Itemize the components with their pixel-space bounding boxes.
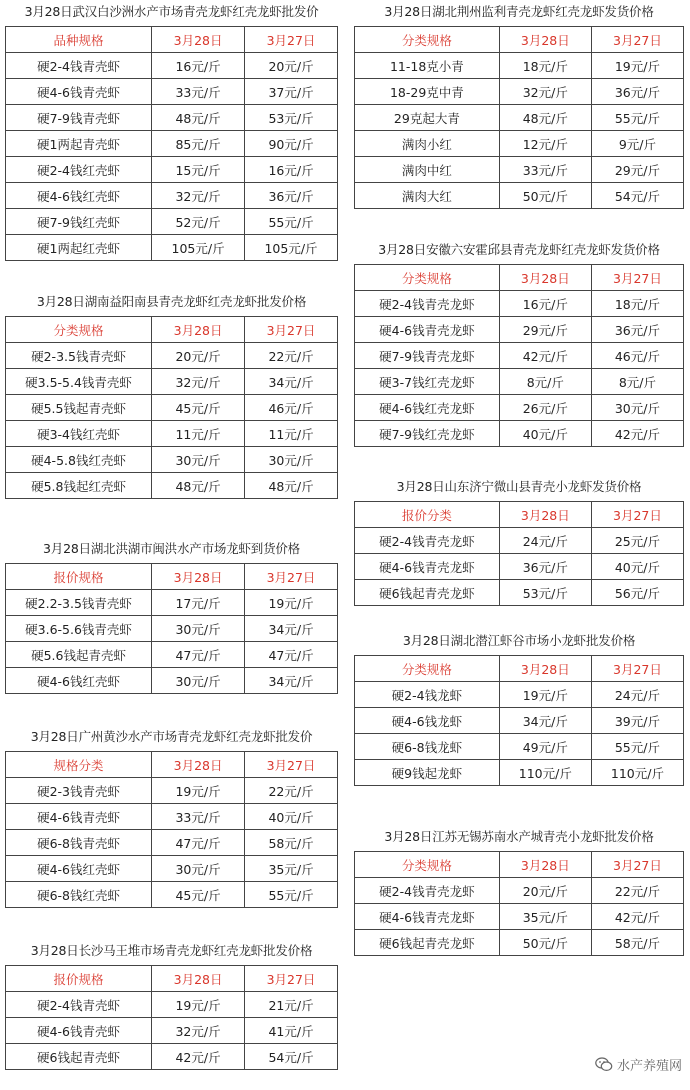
price-today-cell: 49元/斤 xyxy=(499,734,591,760)
price-today-cell: 20元/斤 xyxy=(152,343,245,369)
price-yesterday-cell: 29元/斤 xyxy=(591,157,683,183)
table-row xyxy=(6,157,338,183)
table-row xyxy=(355,734,684,760)
wechat-icon xyxy=(595,1057,613,1072)
price-yesterday-cell: 36元/斤 xyxy=(245,183,338,209)
price-table xyxy=(354,26,684,209)
price-today-cell: 45元/斤 xyxy=(152,882,245,908)
header-row xyxy=(6,564,338,590)
header-cell: 规格分类 xyxy=(6,752,152,778)
price-today-cell: 48元/斤 xyxy=(152,105,245,131)
header-row xyxy=(6,966,338,992)
table-row xyxy=(6,79,338,105)
spec-cell: 硬2-3钱青壳虾 xyxy=(6,778,152,804)
price-yesterday-cell: 35元/斤 xyxy=(245,856,338,882)
spec-cell: 硬3-7钱红壳龙虾 xyxy=(355,369,500,395)
price-today-cell: 33元/斤 xyxy=(499,157,591,183)
price-table-block xyxy=(5,729,338,908)
spec-cell: 硬4-6钱红壳虾 xyxy=(6,856,152,882)
price-yesterday-cell: 37元/斤 xyxy=(245,79,338,105)
price-yesterday-cell: 39元/斤 xyxy=(591,708,683,734)
table-row xyxy=(355,317,684,343)
table-row xyxy=(6,235,338,261)
table-row xyxy=(6,830,338,856)
header-cell: 3月27日 xyxy=(245,27,338,53)
spec-cell: 硬3.5-5.4钱青壳虾 xyxy=(6,369,152,395)
price-today-cell: 8元/斤 xyxy=(499,369,591,395)
price-today-cell: 16元/斤 xyxy=(499,291,591,317)
spec-cell: 硬2-4钱青壳虾 xyxy=(6,53,152,79)
watermark xyxy=(595,1055,682,1074)
header-cell: 3月27日 xyxy=(591,852,683,878)
table-title: 3月28日湖北洪湖市闽洪水产市场龙虾到货价格 xyxy=(43,541,300,556)
header-row xyxy=(355,27,684,53)
header-cell: 分类规格 xyxy=(355,27,500,53)
price-yesterday-cell: 30元/斤 xyxy=(245,447,338,473)
price-today-cell: 32元/斤 xyxy=(499,79,591,105)
price-yesterday-cell: 36元/斤 xyxy=(591,79,683,105)
table-row xyxy=(6,343,338,369)
price-yesterday-cell: 34元/斤 xyxy=(245,369,338,395)
table-row xyxy=(6,1018,338,1044)
price-today-cell: 40元/斤 xyxy=(499,421,591,447)
header-row xyxy=(355,852,684,878)
price-yesterday-cell: 22元/斤 xyxy=(591,878,683,904)
price-yesterday-cell: 54元/斤 xyxy=(245,1044,338,1070)
price-yesterday-cell: 40元/斤 xyxy=(245,804,338,830)
price-yesterday-cell: 40元/斤 xyxy=(591,554,683,580)
spec-cell: 满肉大红 xyxy=(355,183,500,209)
spec-cell: 硬6-8钱青壳虾 xyxy=(6,830,152,856)
header-row xyxy=(6,317,338,343)
price-today-cell: 26元/斤 xyxy=(499,395,591,421)
spec-cell: 硬2-4钱青壳龙虾 xyxy=(355,291,500,317)
price-yesterday-cell: 19元/斤 xyxy=(245,590,338,616)
spec-cell: 硬6-8钱龙虾 xyxy=(355,734,500,760)
price-today-cell: 11元/斤 xyxy=(152,421,245,447)
table-row xyxy=(6,447,338,473)
table-row xyxy=(6,369,338,395)
spec-cell: 29克起大青 xyxy=(355,105,500,131)
spec-cell: 硬4-6钱青壳龙虾 xyxy=(355,554,500,580)
price-table xyxy=(5,965,338,1070)
price-today-cell: 47元/斤 xyxy=(152,830,245,856)
table-row xyxy=(355,183,684,209)
spec-cell: 硬7-9钱红壳龙虾 xyxy=(355,421,500,447)
header-cell: 分类规格 xyxy=(355,656,500,682)
price-table xyxy=(354,501,684,606)
price-table xyxy=(5,563,338,694)
price-yesterday-cell: 34元/斤 xyxy=(245,668,338,694)
price-today-cell: 50元/斤 xyxy=(499,930,591,956)
price-yesterday-cell: 22元/斤 xyxy=(245,343,338,369)
spec-cell: 硬7-9钱红壳虾 xyxy=(6,209,152,235)
price-yesterday-cell: 54元/斤 xyxy=(591,183,683,209)
price-yesterday-cell: 55元/斤 xyxy=(591,105,683,131)
price-yesterday-cell: 105元/斤 xyxy=(245,235,338,261)
table-title: 3月28日安徽六安霍邱县青壳龙虾红壳龙虾发货价格 xyxy=(378,242,660,257)
watermark-text: 水产养殖网 xyxy=(616,1059,682,1074)
price-today-cell: 35元/斤 xyxy=(499,904,591,930)
price-today-cell: 30元/斤 xyxy=(152,668,245,694)
price-yesterday-cell: 8元/斤 xyxy=(591,369,683,395)
price-table-block xyxy=(5,294,338,499)
price-today-cell: 19元/斤 xyxy=(499,682,591,708)
spec-cell: 硬4-6钱青壳龙虾 xyxy=(355,904,500,930)
spec-cell: 硬4-6钱青壳虾 xyxy=(6,1018,152,1044)
table-row xyxy=(6,804,338,830)
table-title: 3月28日江苏无锡苏南水产城青壳小龙虾批发价格 xyxy=(384,829,654,844)
price-yesterday-cell: 53元/斤 xyxy=(245,105,338,131)
table-title: 3月28日广州黄沙水产市场青壳龙虾红壳龙虾批发价 xyxy=(30,729,313,744)
table-row xyxy=(6,131,338,157)
table-row xyxy=(6,992,338,1018)
price-yesterday-cell: 36元/斤 xyxy=(591,317,683,343)
price-today-cell: 30元/斤 xyxy=(152,447,245,473)
price-today-cell: 36元/斤 xyxy=(499,554,591,580)
header-cell: 3月27日 xyxy=(245,317,338,343)
price-yesterday-cell: 58元/斤 xyxy=(245,830,338,856)
price-today-cell: 33元/斤 xyxy=(152,804,245,830)
price-yesterday-cell: 55元/斤 xyxy=(245,882,338,908)
price-table xyxy=(5,316,338,499)
price-today-cell: 110元/斤 xyxy=(499,760,591,786)
price-table xyxy=(354,264,684,447)
table-title: 3月28日长沙马王堆市场青壳龙虾红壳龙虾批发价格 xyxy=(30,943,313,958)
table-row xyxy=(355,291,684,317)
header-cell: 分类规格 xyxy=(355,852,500,878)
table-row xyxy=(355,421,684,447)
price-table-block xyxy=(5,943,338,1070)
price-yesterday-cell: 55元/斤 xyxy=(245,209,338,235)
price-today-cell: 85元/斤 xyxy=(152,131,245,157)
table-row xyxy=(6,882,338,908)
header-row xyxy=(355,502,684,528)
price-yesterday-cell: 42元/斤 xyxy=(591,904,683,930)
spec-cell: 硬6钱起青壳龙虾 xyxy=(355,580,500,606)
table-row xyxy=(6,105,338,131)
table-row xyxy=(6,616,338,642)
table-row xyxy=(6,421,338,447)
price-today-cell: 12元/斤 xyxy=(499,131,591,157)
spec-cell: 硬6钱起青壳虾 xyxy=(6,1044,152,1070)
header-cell: 3月27日 xyxy=(245,752,338,778)
header-cell: 3月28日 xyxy=(152,966,245,992)
price-yesterday-cell: 34元/斤 xyxy=(245,616,338,642)
spec-cell: 硬5.8钱起红壳虾 xyxy=(6,473,152,499)
price-yesterday-cell: 20元/斤 xyxy=(245,53,338,79)
table-row xyxy=(355,682,684,708)
price-today-cell: 50元/斤 xyxy=(499,183,591,209)
table-row xyxy=(355,369,684,395)
price-today-cell: 45元/斤 xyxy=(152,395,245,421)
spec-cell: 硬4-6钱红壳虾 xyxy=(6,668,152,694)
table-row xyxy=(355,131,684,157)
price-today-cell: 16元/斤 xyxy=(152,53,245,79)
table-row xyxy=(6,642,338,668)
price-yesterday-cell: 58元/斤 xyxy=(591,930,683,956)
table-row xyxy=(355,554,684,580)
header-cell: 报价规格 xyxy=(6,564,152,590)
price-yesterday-cell: 48元/斤 xyxy=(245,473,338,499)
price-today-cell: 53元/斤 xyxy=(499,580,591,606)
header-cell: 分类规格 xyxy=(355,265,500,291)
table-row xyxy=(6,778,338,804)
header-cell: 报价分类 xyxy=(355,502,500,528)
price-yesterday-cell: 24元/斤 xyxy=(591,682,683,708)
price-yesterday-cell: 30元/斤 xyxy=(591,395,683,421)
price-yesterday-cell: 90元/斤 xyxy=(245,131,338,157)
price-today-cell: 32元/斤 xyxy=(152,369,245,395)
header-cell: 3月27日 xyxy=(591,502,683,528)
price-table-block xyxy=(5,541,338,694)
spec-cell: 硬4-6钱龙虾 xyxy=(355,708,500,734)
price-yesterday-cell: 56元/斤 xyxy=(591,580,683,606)
table-title: 3月28日武汉白沙洲水产市场青壳龙虾红壳龙虾批发价 xyxy=(24,4,319,19)
price-today-cell: 19元/斤 xyxy=(152,992,245,1018)
table-row xyxy=(355,395,684,421)
spec-cell: 硬4-6钱青壳虾 xyxy=(6,804,152,830)
price-table-block xyxy=(5,4,338,261)
spec-cell: 18-29克中青 xyxy=(355,79,500,105)
header-cell: 3月28日 xyxy=(152,564,245,590)
price-yesterday-cell: 42元/斤 xyxy=(591,421,683,447)
header-cell: 3月27日 xyxy=(245,564,338,590)
price-yesterday-cell: 22元/斤 xyxy=(245,778,338,804)
price-yesterday-cell: 9元/斤 xyxy=(591,131,683,157)
table-title: 3月28日山东济宁微山县青壳小龙虾发货价格 xyxy=(396,479,642,494)
spec-cell: 硬1两起青壳虾 xyxy=(6,131,152,157)
table-title: 3月28日湖南益阳南县青壳龙虾红壳龙虾批发价格 xyxy=(36,294,307,309)
spec-cell: 硬4-6钱青壳龙虾 xyxy=(355,317,500,343)
price-yesterday-cell: 11元/斤 xyxy=(245,421,338,447)
price-today-cell: 29元/斤 xyxy=(499,317,591,343)
spec-cell: 硬9钱起龙虾 xyxy=(355,760,500,786)
price-yesterday-cell: 41元/斤 xyxy=(245,1018,338,1044)
spec-cell: 硬4-6钱青壳虾 xyxy=(6,79,152,105)
spec-cell: 硬4-5.8钱红壳虾 xyxy=(6,447,152,473)
table-row xyxy=(355,343,684,369)
spec-cell: 硬7-9钱青壳虾 xyxy=(6,105,152,131)
header-cell: 3月28日 xyxy=(499,656,591,682)
table-row xyxy=(6,668,338,694)
price-yesterday-cell: 25元/斤 xyxy=(591,528,683,554)
table-title: 3月28日湖北荆州监利青壳龙虾红壳龙虾发货价格 xyxy=(384,4,654,19)
price-table xyxy=(354,851,684,956)
price-today-cell: 32元/斤 xyxy=(152,183,245,209)
table-row xyxy=(6,1044,338,1070)
spec-cell: 硬3.6-5.6钱青壳虾 xyxy=(6,616,152,642)
spec-cell: 硬2-4钱青壳龙虾 xyxy=(355,528,500,554)
price-today-cell: 15元/斤 xyxy=(152,157,245,183)
table-row xyxy=(355,105,684,131)
spec-cell: 硬5.6钱起青壳虾 xyxy=(6,642,152,668)
table-row xyxy=(6,856,338,882)
header-cell: 3月27日 xyxy=(591,27,683,53)
price-yesterday-cell: 18元/斤 xyxy=(591,291,683,317)
header-cell: 3月28日 xyxy=(499,265,591,291)
price-today-cell: 52元/斤 xyxy=(152,209,245,235)
price-today-cell: 48元/斤 xyxy=(499,105,591,131)
table-row xyxy=(355,580,684,606)
price-yesterday-cell: 46元/斤 xyxy=(245,395,338,421)
header-row xyxy=(6,27,338,53)
table-row xyxy=(355,79,684,105)
spec-cell: 硬3-4钱红壳虾 xyxy=(6,421,152,447)
header-cell: 3月27日 xyxy=(591,265,683,291)
price-today-cell: 30元/斤 xyxy=(152,856,245,882)
header-row xyxy=(355,265,684,291)
spec-cell: 硬2.2-3.5钱青壳虾 xyxy=(6,590,152,616)
price-yesterday-cell: 110元/斤 xyxy=(591,760,683,786)
table-row xyxy=(6,590,338,616)
price-today-cell: 19元/斤 xyxy=(152,778,245,804)
price-table xyxy=(354,655,684,786)
table-row xyxy=(355,904,684,930)
price-yesterday-cell: 16元/斤 xyxy=(245,157,338,183)
table-row xyxy=(6,209,338,235)
header-cell: 3月28日 xyxy=(499,852,591,878)
price-yesterday-cell: 19元/斤 xyxy=(591,53,683,79)
price-table xyxy=(5,26,338,261)
price-table-block xyxy=(354,242,684,447)
price-table-block xyxy=(354,4,684,209)
spec-cell: 硬2-4钱红壳虾 xyxy=(6,157,152,183)
price-yesterday-cell: 47元/斤 xyxy=(245,642,338,668)
header-cell: 3月28日 xyxy=(152,752,245,778)
price-today-cell: 48元/斤 xyxy=(152,473,245,499)
price-today-cell: 18元/斤 xyxy=(499,53,591,79)
price-today-cell: 47元/斤 xyxy=(152,642,245,668)
spec-cell: 硬1两起红壳虾 xyxy=(6,235,152,261)
table-row xyxy=(355,878,684,904)
header-cell: 3月28日 xyxy=(499,27,591,53)
table-row xyxy=(355,157,684,183)
table-row xyxy=(6,473,338,499)
price-table xyxy=(5,751,338,908)
price-today-cell: 42元/斤 xyxy=(152,1044,245,1070)
price-today-cell: 24元/斤 xyxy=(499,528,591,554)
spec-cell: 硬2-4钱龙虾 xyxy=(355,682,500,708)
spec-cell: 硬2-4钱青壳虾 xyxy=(6,992,152,1018)
spec-cell: 硬5.5钱起青壳虾 xyxy=(6,395,152,421)
price-table-block xyxy=(354,633,684,786)
header-row xyxy=(355,656,684,682)
header-cell: 3月28日 xyxy=(152,27,245,53)
header-cell: 3月28日 xyxy=(499,502,591,528)
price-yesterday-cell: 46元/斤 xyxy=(591,343,683,369)
spec-cell: 硬4-6钱红壳虾 xyxy=(6,183,152,209)
table-title: 3月28日湖北潜江虾谷市场小龙虾批发价格 xyxy=(402,633,636,648)
header-row xyxy=(6,752,338,778)
spec-cell: 硬7-9钱青壳龙虾 xyxy=(355,343,500,369)
table-row xyxy=(355,760,684,786)
price-today-cell: 30元/斤 xyxy=(152,616,245,642)
header-cell: 分类规格 xyxy=(6,317,152,343)
price-today-cell: 32元/斤 xyxy=(152,1018,245,1044)
spec-cell: 11-18克小青 xyxy=(355,53,500,79)
price-today-cell: 20元/斤 xyxy=(499,878,591,904)
spec-cell: 硬4-6钱红壳龙虾 xyxy=(355,395,500,421)
spec-cell: 满肉中红 xyxy=(355,157,500,183)
price-table-block xyxy=(354,829,684,956)
spec-cell: 满肉小红 xyxy=(355,131,500,157)
price-today-cell: 33元/斤 xyxy=(152,79,245,105)
price-table-block xyxy=(354,479,684,606)
price-today-cell: 105元/斤 xyxy=(152,235,245,261)
price-today-cell: 17元/斤 xyxy=(152,590,245,616)
price-yesterday-cell: 55元/斤 xyxy=(591,734,683,760)
price-today-cell: 42元/斤 xyxy=(499,343,591,369)
spec-cell: 硬6钱起青壳龙虾 xyxy=(355,930,500,956)
header-cell: 品种规格 xyxy=(6,27,152,53)
spec-cell: 硬2-4钱青壳龙虾 xyxy=(355,878,500,904)
table-row xyxy=(6,183,338,209)
spec-cell: 硬2-3.5钱青壳虾 xyxy=(6,343,152,369)
price-yesterday-cell: 21元/斤 xyxy=(245,992,338,1018)
header-cell: 3月27日 xyxy=(591,656,683,682)
spec-cell: 硬6-8钱红壳虾 xyxy=(6,882,152,908)
table-row xyxy=(6,53,338,79)
header-cell: 3月27日 xyxy=(245,966,338,992)
table-row xyxy=(6,395,338,421)
table-row xyxy=(355,53,684,79)
table-row xyxy=(355,930,684,956)
header-cell: 报价规格 xyxy=(6,966,152,992)
table-row xyxy=(355,528,684,554)
header-cell: 3月28日 xyxy=(152,317,245,343)
price-today-cell: 34元/斤 xyxy=(499,708,591,734)
table-row xyxy=(355,708,684,734)
